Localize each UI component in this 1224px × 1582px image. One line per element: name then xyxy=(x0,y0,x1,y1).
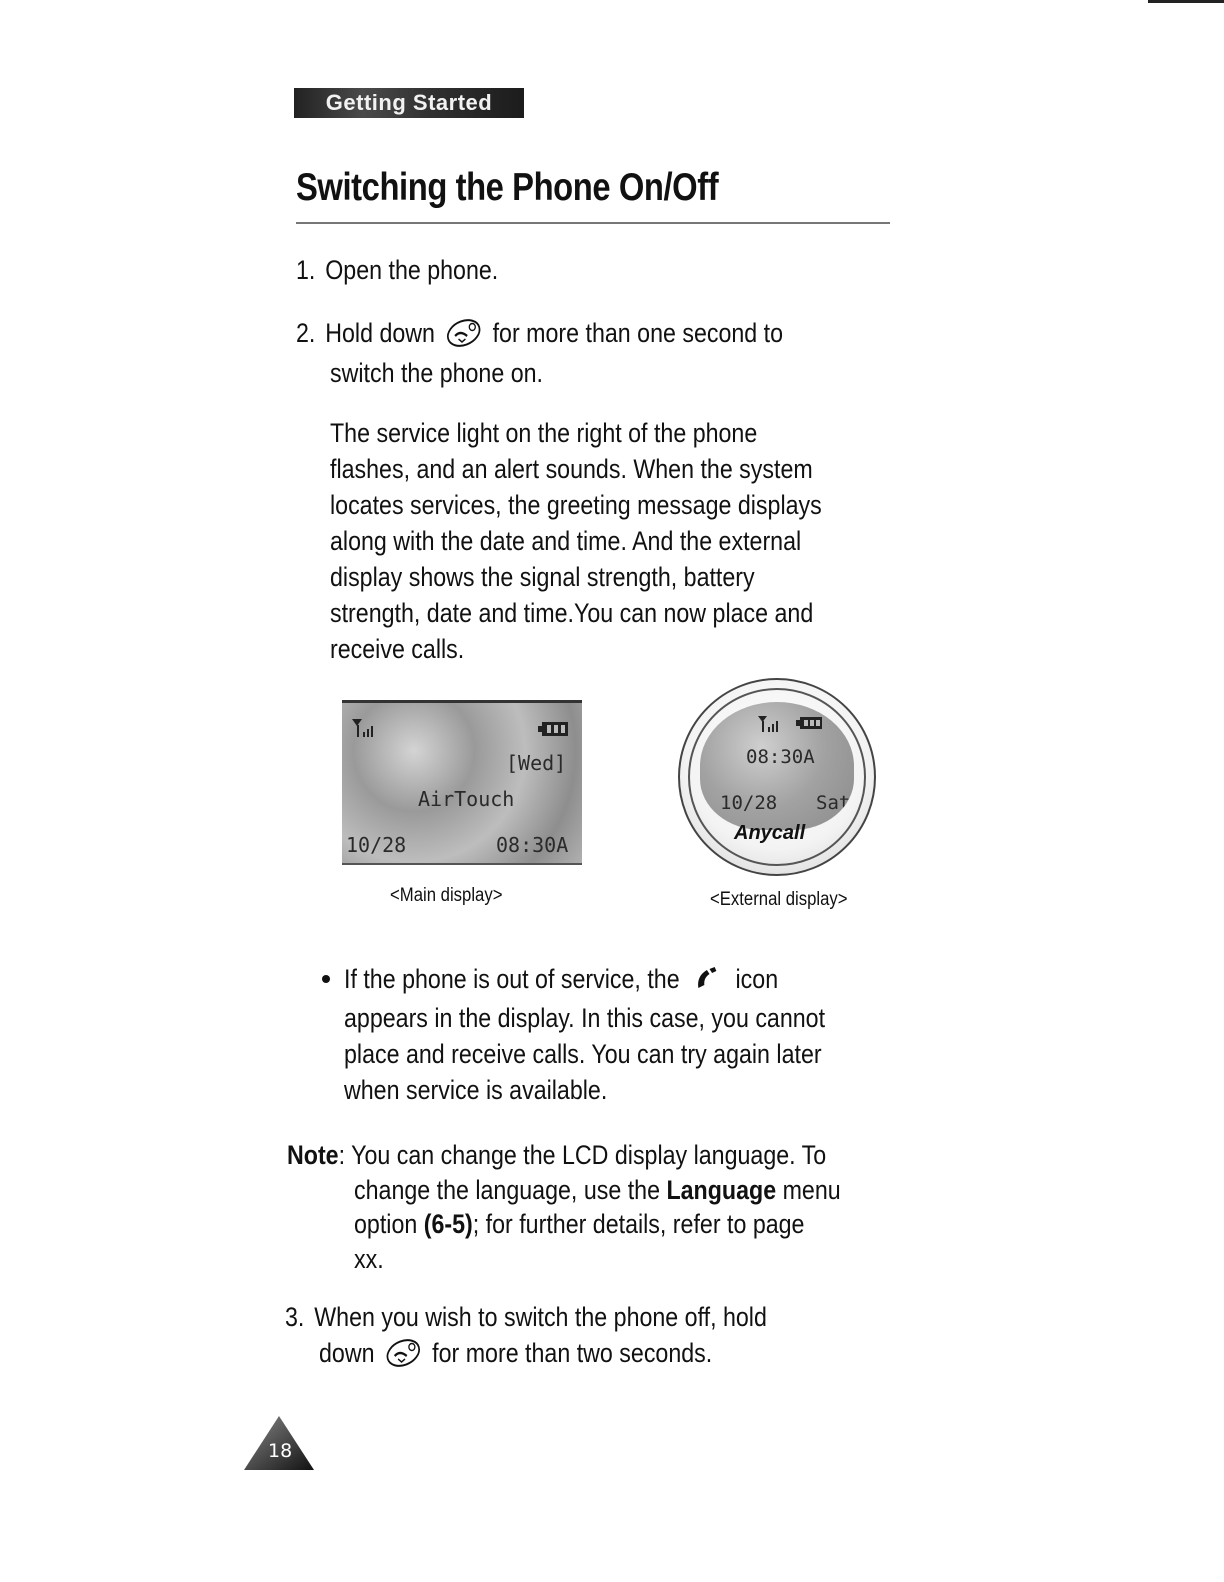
external-display-day: Sat xyxy=(816,792,851,814)
section-tag: Getting Started xyxy=(294,88,524,118)
bullet-line-2: appears in the display. In this case, you cannot xyxy=(344,1003,826,1033)
paragraph-line: flashes, and an alert sounds. When the system xyxy=(330,454,813,484)
end-power-key-icon xyxy=(384,1338,422,1368)
bullet-text: If the phone is out of service, the xyxy=(344,964,680,994)
step-3 xyxy=(285,1302,767,1333)
end-power-key-icon xyxy=(445,318,483,348)
step-text: When you wish to switch the phone off, hold xyxy=(314,1302,767,1332)
step-text: for more than one second to xyxy=(492,318,784,348)
step-number: 3. xyxy=(285,1302,305,1332)
battery-icon xyxy=(538,721,570,742)
paragraph-line: strength, date and time.You can now place and xyxy=(330,598,814,628)
bullet-line-3: place and receive calls. You can try again later xyxy=(344,1039,822,1069)
paragraph-line: along with the date and time. And the external xyxy=(330,526,802,556)
title-divider xyxy=(296,222,890,224)
step-number: 2. xyxy=(296,318,316,348)
external-display-screen xyxy=(700,702,854,830)
step-text: Open the phone. xyxy=(325,255,499,285)
step-3-line-2 xyxy=(319,1338,712,1369)
signal-strength-icon xyxy=(350,717,378,744)
main-display-image xyxy=(342,700,582,865)
signal-strength-icon xyxy=(756,714,782,739)
bullet-line-4: when service is available. xyxy=(344,1075,608,1105)
note-line-3 xyxy=(354,1209,804,1240)
note-line-2 xyxy=(354,1175,841,1206)
note-text: option xyxy=(354,1209,418,1239)
note-colon: : xyxy=(338,1140,352,1170)
paragraph-line: The service light on the right of the phone xyxy=(330,418,758,448)
note-text: You can change the LCD display language. To xyxy=(351,1140,827,1170)
main-display-time: 08:30A xyxy=(496,833,569,857)
main-display-date: 10/28 xyxy=(346,833,407,857)
bullet-text: icon xyxy=(735,964,779,994)
external-display-date: 10/28 xyxy=(720,792,778,814)
note-line-1 xyxy=(287,1140,826,1171)
battery-icon xyxy=(796,716,824,735)
bullet-line-1 xyxy=(344,964,778,997)
external-display-image xyxy=(678,678,876,876)
note-text: ; for further details, refer to page xyxy=(472,1209,805,1239)
note-menu-number: (6-5) xyxy=(423,1209,473,1239)
paragraph-line: receive calls. xyxy=(330,634,465,664)
step-text: for more than two seconds. xyxy=(432,1338,713,1368)
paragraph-line: locates services, the greeting message displays xyxy=(330,490,822,520)
page-number: 18 xyxy=(268,1440,293,1462)
no-service-phone-icon xyxy=(695,966,721,997)
bullet-dot xyxy=(322,975,330,983)
brand-logo: Anycall xyxy=(734,822,806,844)
main-display-caption: <Main display> xyxy=(390,885,503,906)
main-display-day: [Wed] xyxy=(506,751,567,775)
step-1 xyxy=(296,255,498,286)
note-label: Note xyxy=(287,1140,339,1170)
step-text: Hold down xyxy=(325,318,435,348)
top-edge-line xyxy=(1148,0,1224,3)
external-display-time: 08:30A xyxy=(746,746,815,768)
step-number: 1. xyxy=(296,255,316,285)
external-display-caption: <External display> xyxy=(710,889,848,910)
note-menu-name: Language xyxy=(666,1175,777,1205)
note-text: menu xyxy=(782,1175,841,1205)
note-line-4: xx. xyxy=(354,1244,384,1274)
step-text: down xyxy=(319,1338,375,1368)
note-text: change the language, use the xyxy=(354,1175,660,1205)
page-title: Switching the Phone On/Off xyxy=(296,166,719,209)
main-display-carrier: AirTouch xyxy=(418,787,515,811)
paragraph-line: display shows the signal strength, battery xyxy=(330,562,755,592)
step-2 xyxy=(296,318,783,349)
step-2-line-2: switch the phone on. xyxy=(330,358,543,388)
